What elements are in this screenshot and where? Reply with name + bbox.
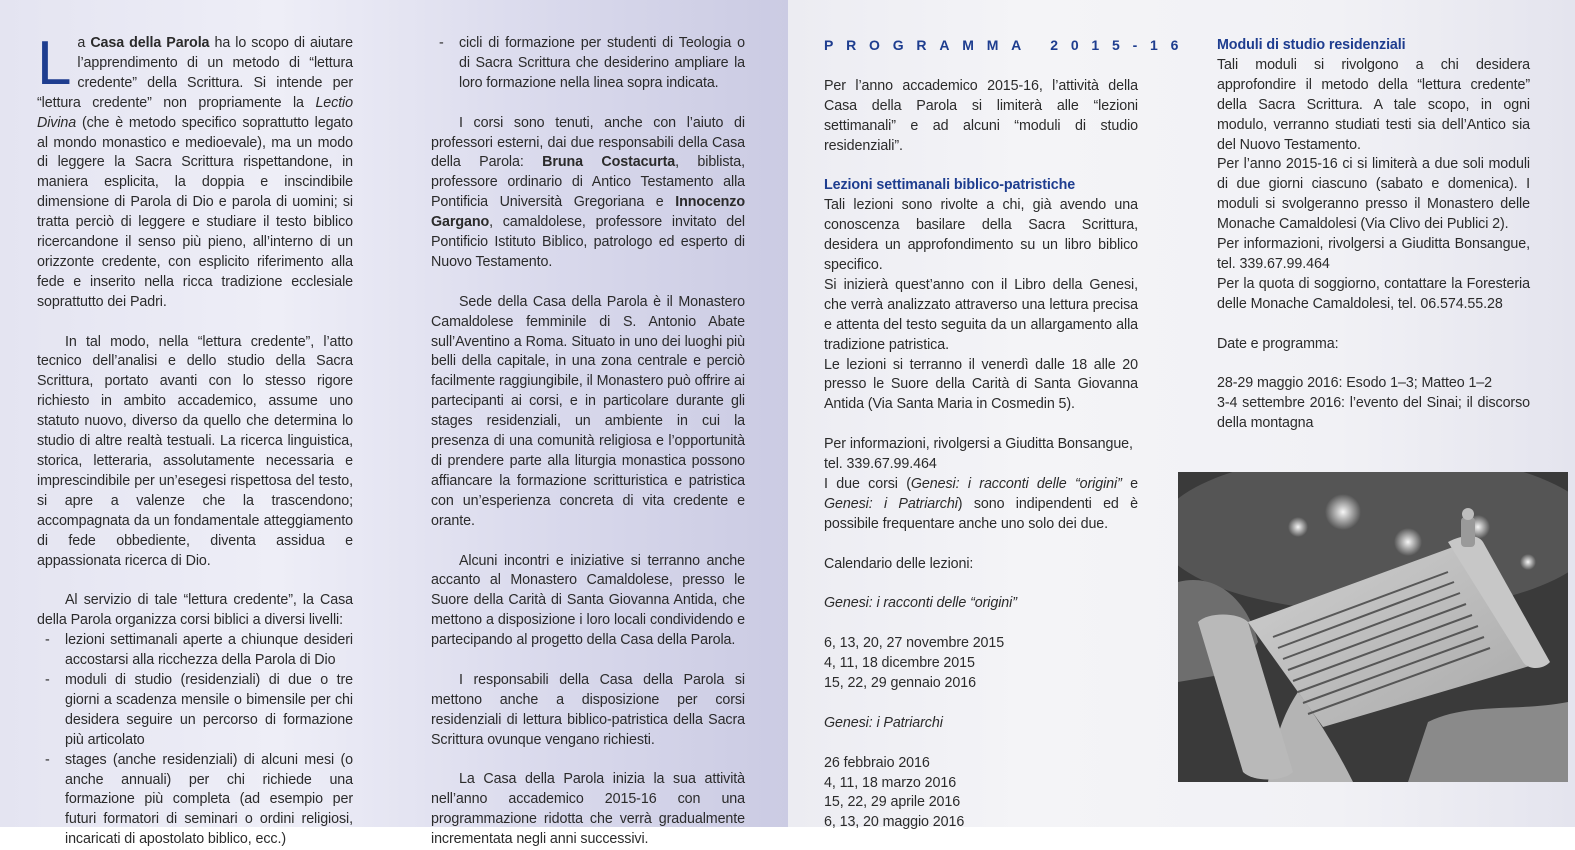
list-item-text: cicli di formazione per studenti di Teologia o di Sacra Scrittura che desiderino ampliare la loro formazione nella linea sopra indicata. — [459, 35, 745, 91]
course1-title-text: Genesi: i racconti delle “origini” — [824, 595, 1017, 612]
name-innocenzo-gargano: Innocenzo Gargano — [431, 194, 745, 231]
casa-della-parola-bold: Casa della Parola — [90, 35, 210, 51]
dates-label: Date e programma: — [1217, 335, 1339, 352]
moduli-paragraph-4: Per la quota di soggiorno, contattare la Foresteria delle Monache Camaldolesi, tel. 06.574.55.28 — [1217, 275, 1530, 312]
lezioni-paragraph-3: Le lezioni si terranno il venerdì dalle 18 alle 20 presso le Suore della Carità di Santa Giovanna Antida (Via Santa Maria in Cosmedin 5). — [824, 356, 1138, 413]
text-run: ha lo scopo di aiutare l’apprendimento di un metodo di “lettura credente” della Scrittura. Si intende per “lettura credente” non propriamente la — [37, 35, 353, 111]
info-phone: tel. 339.67.99.464 — [824, 456, 937, 473]
date-program-line: 3-4 settembre 2016: l’evento del Sinai; il discorso della montagna — [1217, 395, 1530, 432]
course2-title — [824, 714, 1138, 734]
lectio-divina-italic: Lectio Divina — [37, 94, 353, 131]
calendar-label: Calendario delle lezioni: — [824, 555, 974, 572]
date-line: 6, 13, 20 maggio 2016 — [824, 814, 965, 831]
course-levels-list — [37, 631, 353, 850]
paragraph-incontri: Alcuni incontri e iniziative si terranno anche accanto al Monastero Camaldolese, presso le Suore della Carità di Santa Giovanna Antida, che mettono a disposizione i loro locali condividendo e partecipando al progetto della Casa della Parola. — [431, 552, 745, 649]
drop-cap: L — [37, 29, 72, 98]
programma-intro: Per l’anno accademico 2015-16, l’attività della Casa della Parola si limiterà alle “lezioni settimanali” e ad alcuni “moduli di studio residenziali”. — [824, 77, 1138, 154]
column-1 — [37, 29, 353, 850]
moduli-paragraph-3: Per informazioni, rivolgersi a Giuditta Bonsangue, tel. 339.67.99.464 — [1217, 236, 1530, 272]
date-program-line: 28-29 maggio 2016: Esodo 1–3; Matteo 1–2 — [1217, 375, 1492, 392]
column-2 — [431, 34, 745, 850]
date-line: 15, 22, 29 aprile 2016 — [824, 794, 961, 811]
text-run: I due corsi ( — [824, 476, 911, 492]
name-bruna-costacurta: Bruna Costacurta — [542, 154, 676, 171]
text-run: ) sono indipendenti ed è possibile frequentare anche uno solo dei due. — [824, 495, 1138, 532]
info-line: Per informazioni, rivolgersi a Giuditta Bonsangue, — [824, 436, 1133, 453]
paragraph-inizio-attivita: La Casa della Parola inizia la sua attività nell’anno accademico 2015-16 con una programmazione ridotta che verrà gradualmente incrementata negli anni successivi. — [431, 771, 745, 848]
list-item: - stages (anche residenziali) di alcuni mesi (o anche annuali) per chi richiede una formazione più completa (ad esempio per futuri formatori di seminari o ordini religiosi, incaricati di apostolato biblico, ecc.) — [45, 751, 353, 848]
text-run: , camaldolese, professore invitato del Pontificio Istituto Biblico, patrologo ed esperto di Nuovo Testamento. — [431, 214, 745, 270]
text-run: , biblista, professore ordinario di Antico Testamento alla Pontificia Università Gregoriana e — [431, 154, 745, 211]
list-item: - cicli di formazione per studenti di Teologia o di Sacra Scrittura che desiderino ampliare la loro formazione nella linea sopra indicata. — [439, 35, 745, 91]
text-run: (che è metodo specifico soprattutto legato al mondo monastico e medioevale), ma un modo di leggere la Sacra Scrittura rispettandone, in maniera esplicita, la doppia e inscindibile dimensione di Parola di Dio e parola di uomini; si tratta perciò di leggere e studiare il testo biblico ricercandone il senso più pieno, all’interno di un orizzonte credente, con esplicito riferimento alla fede e inserito nella ricca tradizione ecclesiale soprattutto dei Padri. — [37, 114, 353, 310]
text-run: e — [1121, 476, 1138, 492]
lezioni-paragraph-1: Tali lezioni sono rivolte a chi, già avendo una conoscenza basilare della Sacra Scrittura, desidera un approfondimento su un libro biblico specifico. — [824, 197, 1138, 274]
column-3 — [824, 36, 1192, 833]
moduli-heading: Moduli di studio residenziali — [1217, 37, 1406, 53]
date-line: 26 febbraio 2016 — [824, 754, 930, 771]
column-4 — [1217, 36, 1530, 434]
programma-title: PROGRAMMA 2015-16 — [824, 37, 1192, 53]
paragraph-disponibilita: I responsabili della Casa della Parola si mettono anche a disposizione per corsi residenziali di lettura biblico-patristica della Sacra Scrittura ovunque vengano richiesti. — [431, 671, 745, 748]
moduli-paragraph-1: Tali moduli si rivolgono a chi desidera approfondire il metodo della “lettura credente” della Sacra Scrittura. A tale scopo, in ogni modulo, verranno studiati testi sia dell’Antico sia del Nuovo Testamento. — [1217, 56, 1530, 153]
torah-scroll-photo — [1178, 472, 1568, 782]
lezioni-paragraph-2: Si inizierà quest’anno con il Libro della Genesi, che verrà analizzato attraverso una lettura precisa e attenta del testo seguita da un allargamento alla tradizione patristica. — [824, 276, 1138, 353]
paragraph-sede: Sede della Casa della Parola è il Monastero Camaldolese femminile di S. Antonio Abate sull’Aventino a Roma. Situato in uno dei luoghi più belli della capitale, in una zona centrale e perciò facilmente raggiungibile, il Monastero può offrire ai partecipanti ai corsi, e in particolare durante gli stages residenziali, un ambiente in cui la presenza di una comunità religiosa e l’opportunità di prendere parte alla liturgia monastica possono affiancare la formazione scritturistica e patristica con un’esperienza concreta di vita credente e orante. — [431, 293, 745, 529]
course1-title — [824, 594, 1138, 614]
list-item: - moduli di studio (residenziali) di due o tre giorni a scadenza mensile o bimensile per chi desidera seguire un percorso di formazione più articolato — [45, 671, 353, 748]
text-run: a — [77, 35, 91, 51]
date-line: 4, 11, 18 marzo 2016 — [824, 774, 957, 791]
course2-title-text: Genesi: i Patriarchi — [824, 714, 943, 731]
courses-paragraph — [824, 475, 1138, 535]
course-name-italic: Genesi: i Patriarchi — [824, 495, 958, 512]
moduli-paragraph-2: Per l’anno 2015-16 ci si limiterà a due soli moduli di due giorni ciascuno (sabato e domenica). I moduli si svolgeranno presso il Monastero delle Monache Camaldolesi (Via Clivo dei Publici 2). — [1217, 156, 1530, 233]
list-item: - lezioni settimanali aperte a chiunque desideri accostarsi alla ricchezza della Parola di Dio — [45, 632, 353, 669]
intro-paragraph — [37, 29, 353, 313]
list-item-text: moduli di studio (residenziali) di due o tre giorni a scadenza mensile o bimensile per chi desidera seguire un percorso di formazione più articolato — [65, 671, 353, 748]
date-line: 15, 22, 29 gennaio 2016 — [824, 675, 976, 692]
lezioni-heading: Lezioni settimanali biblico-patristiche — [824, 177, 1076, 194]
paragraph-responsabili — [431, 114, 745, 273]
date-line: 4, 11, 18 dicembre 2015 — [824, 655, 975, 672]
paragraph-servizio: Al servizio di tale “lettura credente”, la Casa della Parola organizza corsi biblici a diversi livelli: — [37, 592, 353, 629]
list-item-text: stages (anche residenziali) di alcuni mesi (o anche annuali) per chi richiede una formazione più completa (ad esempio per futuri formatori di seminari o ordini religiosi, incaricati di apostolato biblico, ecc.) — [65, 751, 353, 848]
course-levels-list-continued — [431, 34, 745, 94]
text-run: I corsi sono tenuti, anche con l’aiuto di professori esterni, dai due responsabili della Casa della Parola: — [431, 114, 745, 171]
course-name-italic: Genesi: i racconti delle “origini” — [910, 476, 1122, 492]
date-line: 6, 13, 20, 27 novembre 2015 — [824, 635, 1005, 652]
list-item-text: lezioni settimanali aperte a chiunque desideri accostarsi alla ricchezza della Parola di Dio — [65, 632, 353, 669]
paragraph-lettura-credente: In tal modo, nella “lettura credente”, l’atto tecnico dell’analisi e dello studio della Sacra Scrittura, portato avanti con lo stesso rigore richiesto in ambito accademico, assume uno statuto nuovo, diverso da quello che determina lo studio di altre realtà testuali. La ricerca linguistica, storica, letteraria, assolutamente necessaria e imprescindibile per un’esegesi rispettosa del testo, si apre a valenze che la trascendono; accompagnata da un fondamentale atteggiamento di fede obbediente, diventa assidua e appassionata ricerca di Dio. — [37, 333, 353, 569]
